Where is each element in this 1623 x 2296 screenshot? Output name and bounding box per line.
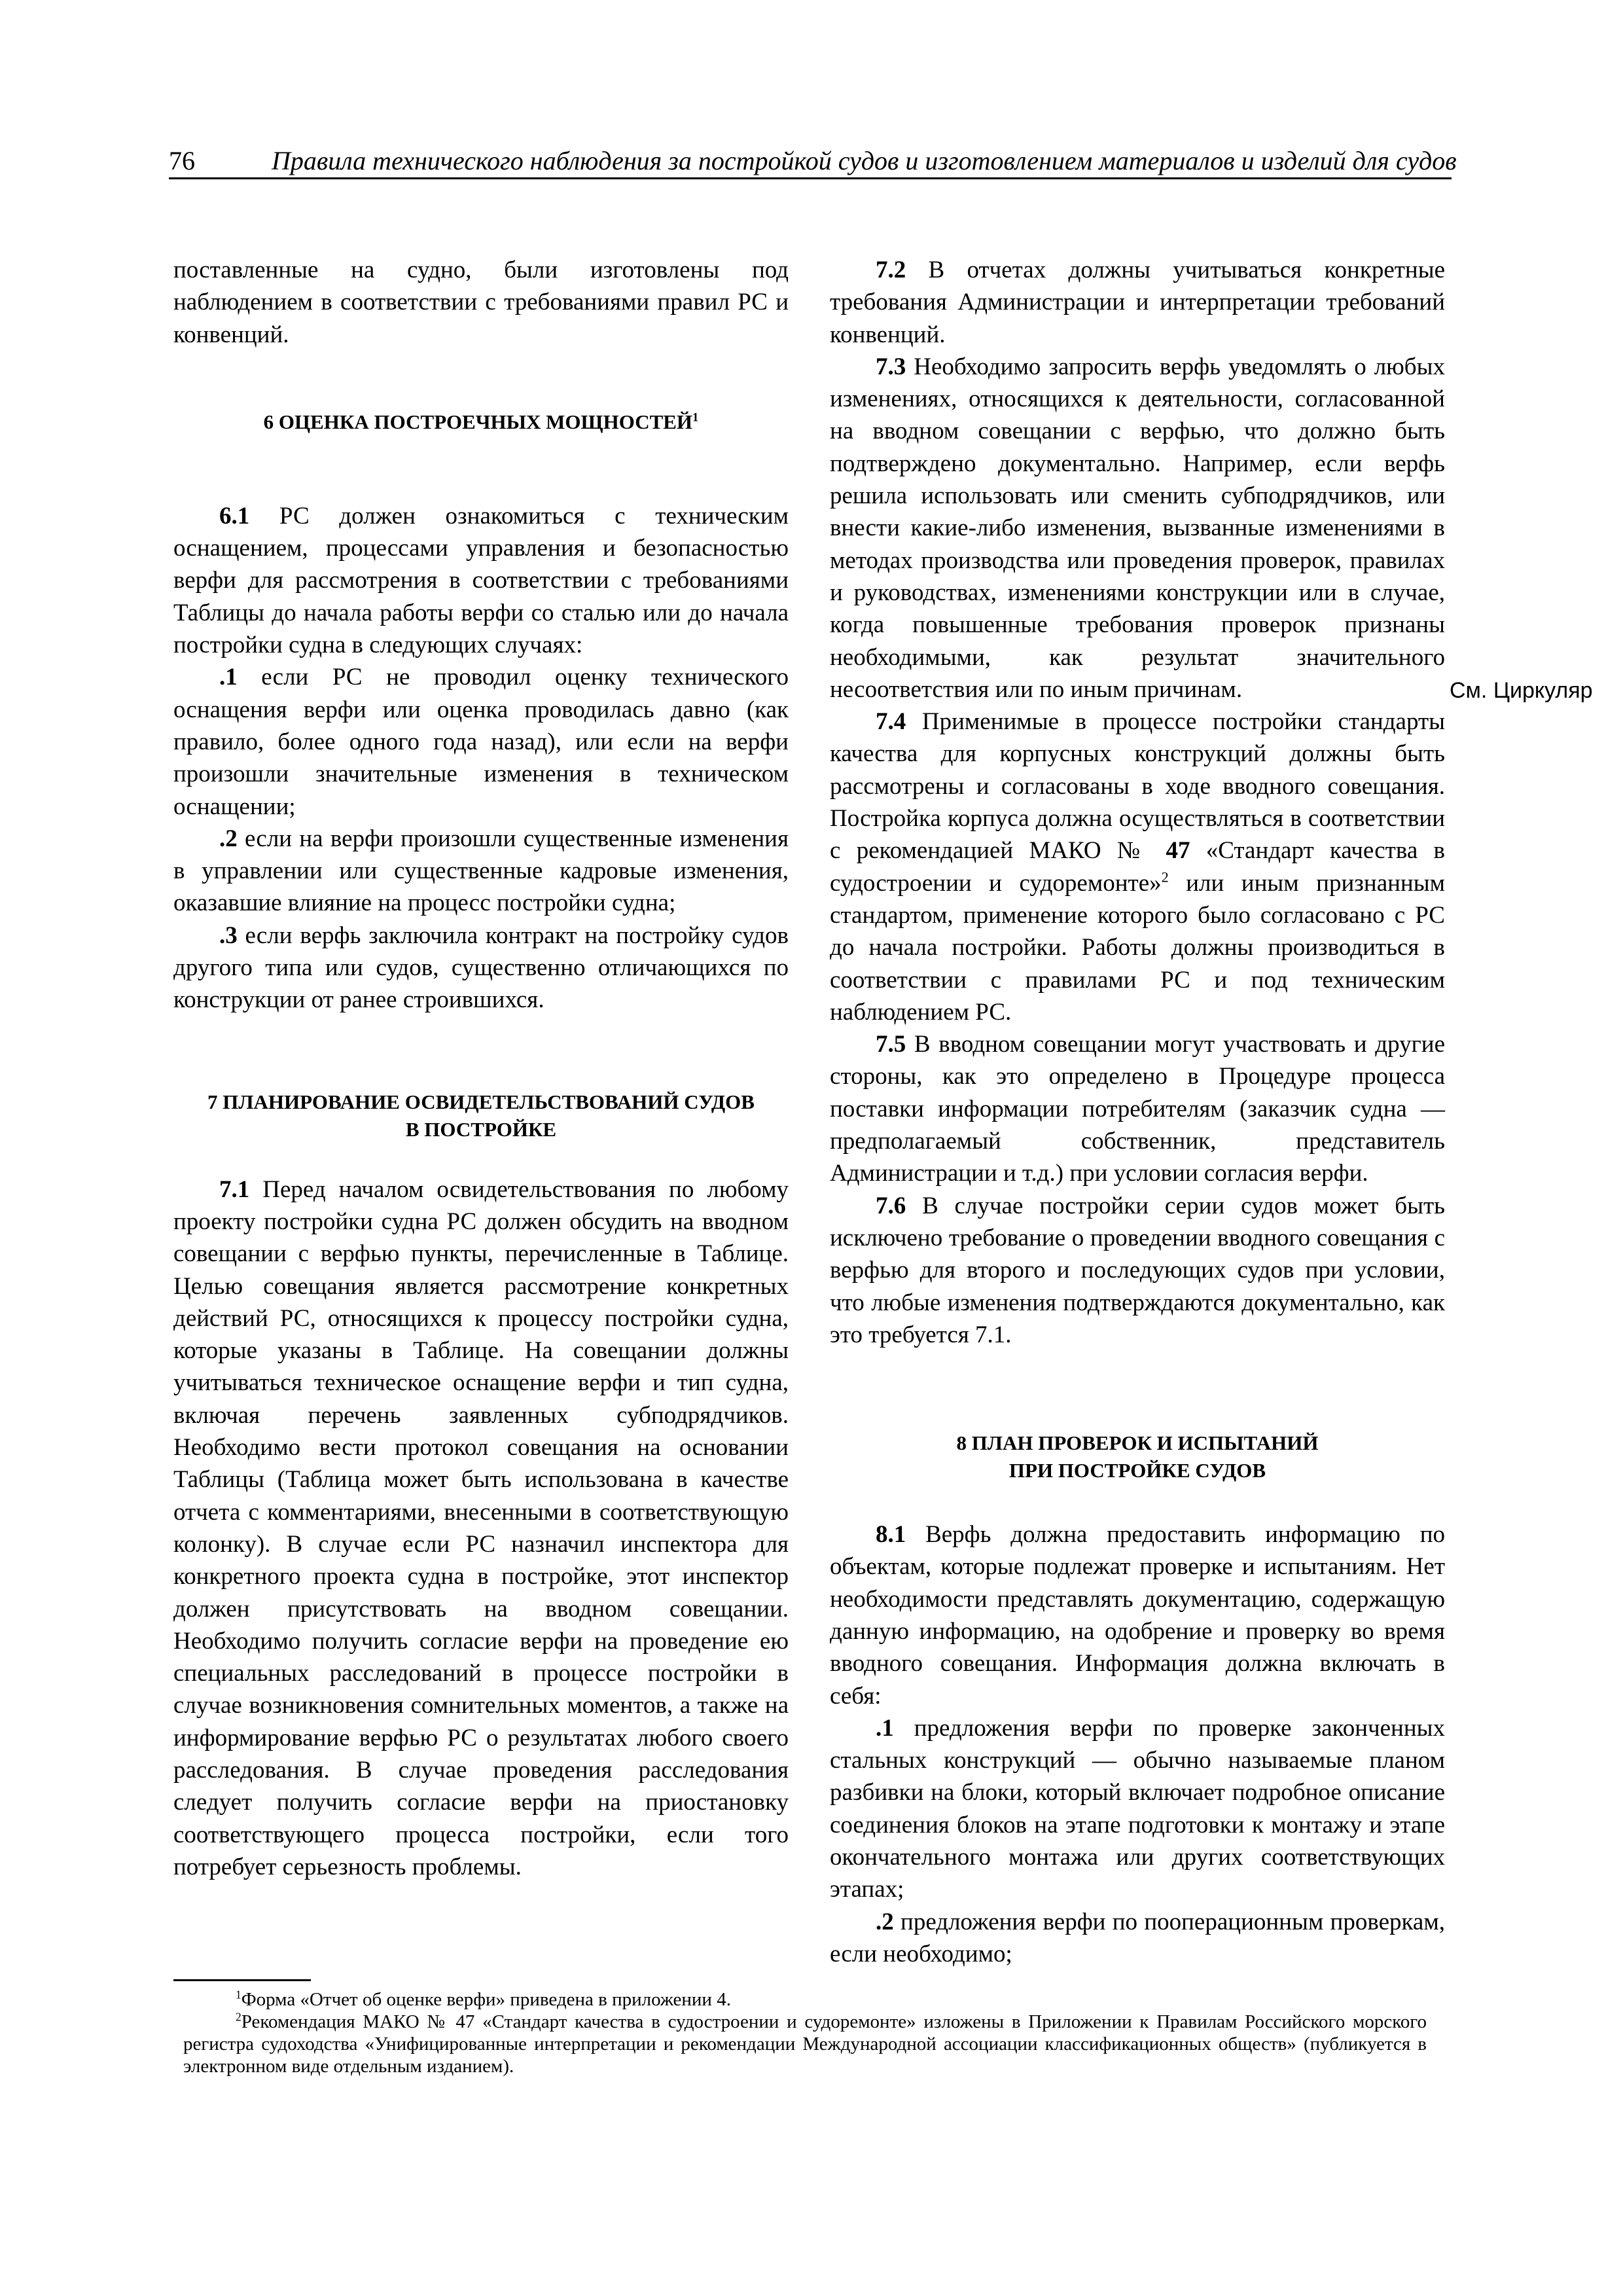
header-rule — [169, 177, 1452, 179]
section-8-heading: 8 ПЛАН ПРОВЕРОК И ИСПЫТАНИЙ ПРИ ПОСТРОЙКЕ СУДОВ — [956, 1431, 1319, 1482]
list-item-6-1-3: .3 если верфь заключила контракт на постройку судов другого типа или судов, существенно отличающихся по конструкции от ранее строившихся. — [173, 922, 789, 1014]
paragraph-7-3: 7.3 Необходимо запросить верфь уведомлять о любых изменениях, относящихся к деятельности, согласованной на вводном совещании с верфью, что должно быть подтверждено документально. Например, если верфь решила использовать или сменить субподрядчиков, или внести какие-либо изменения, вызванные изменениями в методах производства или проведения проверок, правилах и руководствах, изменениями конструкции или в случае, когда повышенные требования проверок признаны необходимыми, как результат значительного несоответствия или по иным причинам. — [830, 353, 1445, 703]
paragraph-7-5: 7.5 В вводном совещании могут участвовать и другие стороны, как это определено в Процедуре процесса поставки информации потребителям (заказчик судна — предполагаемый собственник, представитель Администрации и т.д.) при условии согласия верфи. — [830, 1031, 1445, 1187]
right-column — [830, 254, 1445, 1970]
paragraph-7-4: 7.4 Применимые в процессе постройки стандарты качества для корпусных конструкций должны быть рассмотрены и согласованы в ходе вводного совещания. Постройка корпуса должна осуществляться в соответствии с рекомендацией МАКО № 47 «Стандарт качества в судостроении и судоремонте»$^2$ или иным признанным стандартом, применение которого было согласовано с РС до начала постройки. Работы должны производиться в соответствии с правилами РС и под техническим наблюдением РС. — [830, 708, 1445, 1026]
intro-paragraph: поставленные на судно, были изготовлены под наблюдением в соответствии с требованиями правил РС и конвенций. — [173, 257, 789, 348]
paragraph-7-6: 7.6 В случае постройки серии судов может быть исключено требование о проведении вводного совещания с верфью для второго и последующих судов при условии, что любые изменения подтверждаются документально, как это требуется 7.1. — [830, 1192, 1445, 1348]
list-item-8-1-1: .1 предложения верфи по проверке законченных стальных конструкций — обычно называемые планом разбивки на блоки, который включает подробное описание соединения блоков на этапе подготовки к монтажу и этапе окончательного монтажа или других соответствующих этапах; — [830, 1714, 1445, 1903]
paragraph-8-1: 8.1 Верфь должна предоставить информацию по объектам, которые подлежат проверке и испытаниям. Нет необходимости представлять документацию, содержащую данную информацию, на одобрение и проверку во время вводного совещания. Информация должна включать в себя: — [830, 1521, 1445, 1710]
running-header-title: Правила технического наблюдения за постройкой судов и изготовлением материалов и изделий для судов — [272, 146, 1457, 175]
paragraph-7-1: 7.1 Перед началом освидетельствования по любому проекту постройки судна РС должен обсудить на вводном совещании с верфью пункты, перечисленные в Таблице. Целью совещания является рассмотрение конкретных действий РС, относящихся к процессу постройки судна, которые указаны в Таблице. На совещании должны учитываться техническое оснащение верфи и тип судна, включая перечень заявленных субподрядчиков. Необходимо вести протокол совещания на основании Таблицы (Таблица может быть использована в качестве отчета с комментариями, внесенными в соответствующую колонку). В случае если РС назначил инспектора для конкретного проекта судна в постройке, этот инспектор должен присутствовать на вводном совещании. Необходимо получить согласие верфи на проведение ею специальных расследований в процессе постройки в случае возникновения сомнительных моментов, а также на информирование верфью РС о результатах любого своего расследования. В случае проведения расследования следует получить согласие верфи на приостановку соответствующего процесса постройки, если того потребует серьезность проблемы. — [173, 1175, 789, 1880]
section-7-heading: 7 ПЛАНИРОВАНИЕ ОСВИДЕТЕЛЬСТВОВАНИЙ СУДОВ В ПОСТРОЙКЕ — [207, 1090, 755, 1141]
footnote-ref-1[interactable]: 1 — [692, 410, 699, 425]
footnote-ref-2[interactable]: 2 — [1161, 869, 1169, 886]
paragraph-6-1: 6.1 РС должен ознакомиться с техническим оснащением, процессами управления и безопасностью верфи для рассмотрения в соответствии с требованиями Таблицы до начала работы верфи со сталью или до начала постройки судна в следующих случаях: — [173, 502, 789, 659]
footnote-rule — [173, 1979, 311, 1981]
footnote-2: $^2$Рекомендация МАКО № 47 «Стандарт качества в судостроении и судоремонте» изложены в Приложении к Правилам Российского морского регистра судоходства «Унифицированные интерпретации и рекомендации Международной ассоциации классификационных обществ» (публикуется в электронном виде отдельным изданием). — [183, 2010, 1427, 2077]
left-column — [173, 254, 789, 1883]
margin-note-circular: См. Циркуляр — [1450, 678, 1593, 703]
page-number: 76 — [169, 146, 195, 175]
list-item-6-1-2: .2 если на верфи произошли существенные изменения в управлении или существенные кадровые изменения, оказавшие влияние на процесс постройки судна; — [173, 825, 789, 917]
list-item-6-1-1: .1 если РС не проводил оценку технического оснащения верфи или оценка проводилась давно (как правило, более одного года назад), или если на верфи произошли значительные изменения в техническом оснащении; — [173, 664, 789, 820]
list-item-8-1-2: .2 предложения верфи по пооперационным проверкам, если необходимо; — [830, 1908, 1445, 1967]
paragraph-7-2: 7.2 В отчетах должны учитываться конкретные требования Администрации и интерпретации требований конвенций. — [830, 257, 1445, 348]
footnote-1: $^1$Форма «Отчет об оценке верфи» приведена в приложении 4. — [236, 1988, 731, 2010]
footnotes — [183, 1988, 1427, 2077]
section-6-heading: 6 ОЦЕНКА ПОСТРОЕЧНЫХ МОЩНОСТЕЙ$^1$ — [263, 410, 699, 433]
